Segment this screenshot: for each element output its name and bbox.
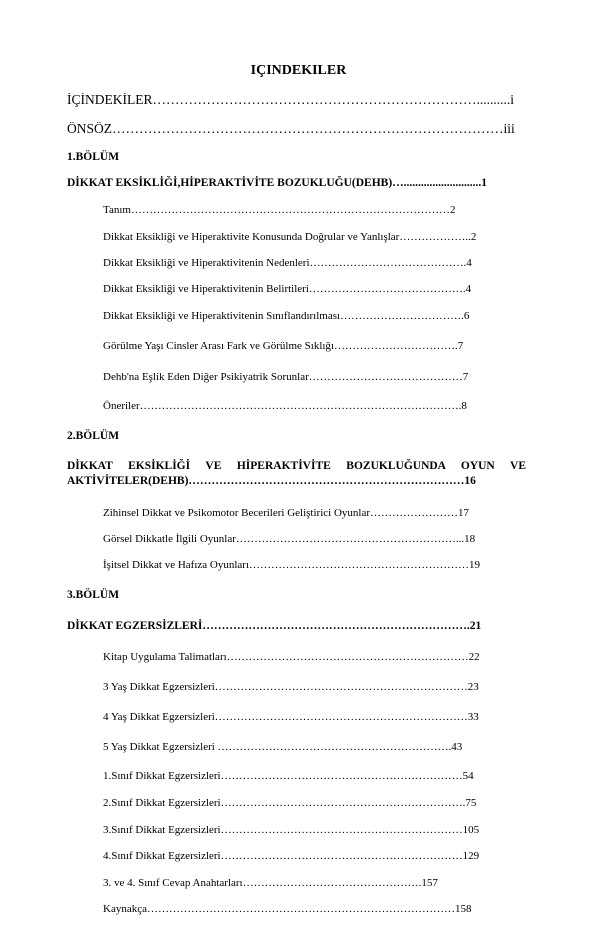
section-entry: DİKKAT EKSİKLİĞİ,HİPERAKTİVİTE BOZUKLUĞU(DEHB)…...........................1: [67, 177, 488, 189]
toc-sub-entry: 4 Yaş Dikkat Egzersizleri……………………………………………………………33: [103, 711, 479, 723]
page-title: İÇİNDEKİLER: [250, 64, 347, 78]
section-entry: AKTİVİTELER(DEHB)………………………………………………………………16: [67, 475, 476, 487]
section-entry: DİKKAT EGZERSİZLERİ…………………………………………………………….21: [67, 620, 482, 632]
section-entry: DİKKAT EKSİKLİĞİ VE HİPERAKTİVİTE BOZUKLUĞUNDA OYUN VE: [67, 460, 526, 472]
toc-sub-entry: 5 Yaş Dikkat Egzersizleri ……………………………………………………….43: [103, 741, 463, 753]
section-heading: 1.BÖLÜM: [67, 151, 120, 163]
section-heading: 2.BÖLÜM: [67, 430, 120, 442]
toc-sub-entry: 2.Sınıf Dikkat Egzersizleri………………………………………………………….75: [103, 797, 477, 809]
toc-sub-entry: Dehb'na Eşlik Eden Diğer Psikiyatrik Sorunlar……………………………………7: [103, 371, 469, 383]
toc-entry: İÇİNDEKİLER………………………………………………………………..........i: [67, 93, 514, 107]
toc-sub-entry: Kaynakça…………………………………………………………………………158: [103, 903, 472, 915]
toc-sub-entry: Öneriler…………………………………………………………………………….8: [103, 400, 467, 412]
toc-sub-entry: 3 Yaş Dikkat Egzersizleri……………………………………………………………23: [103, 681, 479, 693]
toc-sub-entry: Görsel Dikkatle İlgili Oyunlar……………………………………………………...18: [103, 533, 476, 545]
toc-entry: ÖNSÖZ……………………………………………………………………………iii: [67, 122, 515, 136]
toc-sub-entry: Dikkat Eksikliği ve Hiperaktivitenin Sınıflandırılması…………………………….6: [103, 310, 470, 322]
toc-sub-entry: 3. ve 4. Sınıf Cevap Anahtarları………………………………………….157: [103, 877, 438, 889]
toc-sub-entry: Dikkat Eksikliği ve Hiperaktivitenin Belirtileri…………………………………….4: [103, 283, 472, 295]
toc-sub-entry: Tanım……………………………………………………………………………2: [103, 204, 456, 216]
toc-sub-entry: Görülme Yaşı Cinsler Arası Fark ve Görülme Sıklığı…………………………….7: [103, 340, 464, 352]
toc-sub-entry: Kitap Uygulama Talimatları…………………………………………………………22: [103, 651, 480, 663]
toc-sub-entry: 1.Sınıf Dikkat Egzersizleri…………………………………………………………54: [103, 770, 474, 782]
section-heading: 3.BÖLÜM: [67, 589, 120, 601]
toc-sub-entry: Zihinsel Dikkat ve Psikomotor Becerileri Geliştirici Oyunlar……………………17: [103, 507, 469, 519]
toc-sub-entry: 3.Sınıf Dikkat Egzersizleri…………………………………………………………105: [103, 824, 480, 836]
toc-sub-entry: İşitsel Dikkat ve Hafıza Oyunları……………………………………………………19: [103, 559, 481, 571]
toc-sub-entry: Dikkat Eksikliği ve Hiperaktivite Konusunda Doğrular ve Yanlışlar………………..2: [103, 231, 477, 243]
toc-sub-entry: Dikkat Eksikliği ve Hiperaktivitenin Nedenleri…………………………………….4: [103, 257, 472, 269]
toc-sub-entry: 4.Sınıf Dikkat Egzersizleri…………………………………………………………129: [103, 850, 480, 862]
